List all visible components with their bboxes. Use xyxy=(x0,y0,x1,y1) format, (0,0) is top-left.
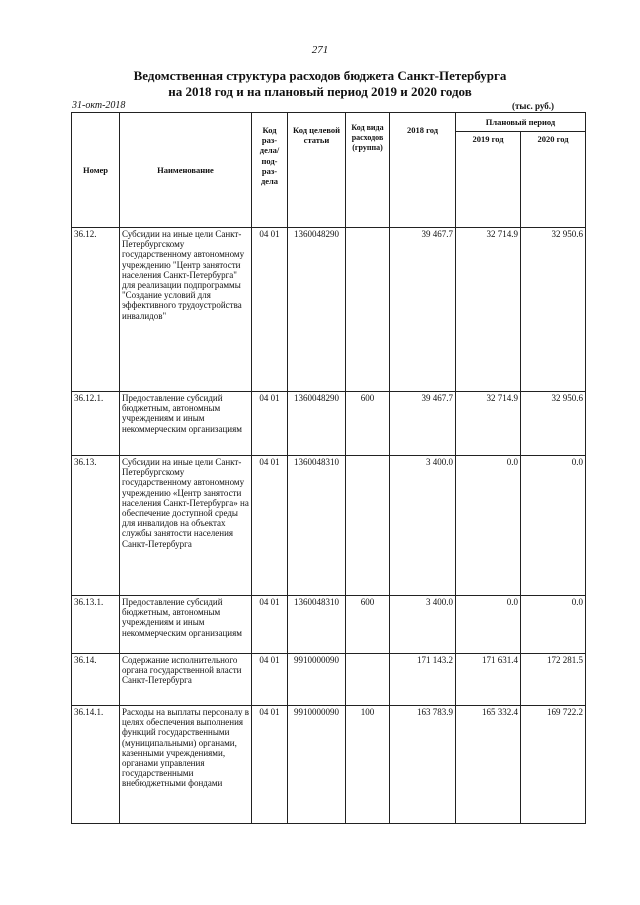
header-target: Код целевой статьи xyxy=(288,113,346,228)
row-target-code: 1360048310 xyxy=(288,456,346,596)
table-row xyxy=(72,654,586,706)
header-expense-type: Код вида расходов (группа) xyxy=(346,113,390,228)
row-amount-2019: 171 631.4 xyxy=(456,654,521,706)
table-body xyxy=(72,228,586,824)
row-target-code: 9910000090 xyxy=(288,654,346,706)
row-section: 04 01 xyxy=(252,654,288,706)
table-row xyxy=(72,596,586,654)
header-section: Код раз-дела/ под-раз-дела xyxy=(252,113,288,228)
row-name: Субсидии на иные цели Санкт-Петербургскому государственному автономному учреждению "Центр занятости населения Санкт-Петербурга" для реализации подпрограммы "Создание условий для эффективного трудоустройства инвалидов" xyxy=(120,228,252,392)
row-name: Предоставление субсидий бюджетным, автономным учреждениям и иным некоммерческим организациям xyxy=(120,596,252,654)
row-expense-type: 600 xyxy=(346,392,390,456)
row-expense-type xyxy=(346,456,390,596)
row-section: 04 01 xyxy=(252,706,288,824)
row-amount-2019: 0.0 xyxy=(456,456,521,596)
row-amount-2018: 39 467.7 xyxy=(390,228,456,392)
row-section: 04 01 xyxy=(252,228,288,392)
row-name: Расходы на выплаты персоналу в целях обеспечения выполнения функций государственными (муниципальными) органами, казенными учреждениями, органами управления государственными внебюджетными фондами xyxy=(120,706,252,824)
row-expense-type xyxy=(346,654,390,706)
header-name: Наименование xyxy=(120,113,252,228)
row-amount-2020: 32 950.6 xyxy=(521,392,586,456)
table-row xyxy=(72,392,586,456)
row-expense-type xyxy=(346,228,390,392)
table-row xyxy=(72,228,586,392)
row-amount-2018: 39 467.7 xyxy=(390,392,456,456)
row-number: 36.13. xyxy=(72,456,120,596)
row-amount-2019: 32 714.9 xyxy=(456,392,521,456)
row-target-code: 1360048290 xyxy=(288,392,346,456)
row-target-code: 9910000090 xyxy=(288,706,346,824)
row-section: 04 01 xyxy=(252,456,288,596)
row-section: 04 01 xyxy=(252,596,288,654)
row-name: Содержание исполнительного органа государственной власти Санкт-Петербурга xyxy=(120,654,252,706)
row-number: 36.12.1. xyxy=(72,392,120,456)
table-row xyxy=(72,456,586,596)
row-number: 36.14. xyxy=(72,654,120,706)
row-expense-type: 600 xyxy=(346,596,390,654)
row-number: 36.13.1. xyxy=(72,596,120,654)
row-name: Субсидии на иные цели Санкт-Петербургскому государственному автономному учреждению «Центр занятости населения Санкт-Петербурга» на обеспечение доступной среды для инвалидов на объектах службы занятости населения Санкт-Петербурга xyxy=(120,456,252,596)
row-target-code: 1360048290 xyxy=(288,228,346,392)
title-line-2: на 2018 год и на плановый период 2019 и 2020 годов xyxy=(168,84,472,99)
table-header xyxy=(72,113,586,228)
header-2018: 2018 год xyxy=(390,113,456,228)
header-2019: 2019 год xyxy=(456,132,521,228)
row-section: 04 01 xyxy=(252,392,288,456)
page-number: 271 xyxy=(311,44,329,56)
row-amount-2020: 172 281.5 xyxy=(521,654,586,706)
row-amount-2019: 165 332.4 xyxy=(456,706,521,824)
row-amount-2020: 32 950.6 xyxy=(521,228,586,392)
row-amount-2018: 163 783.9 xyxy=(390,706,456,824)
row-number: 36.12. xyxy=(72,228,120,392)
row-amount-2018: 171 143.2 xyxy=(390,654,456,706)
row-amount-2018: 3 400.0 xyxy=(390,456,456,596)
header-2020: 2020 год xyxy=(521,132,586,228)
table-row xyxy=(72,706,586,824)
title-line-1: Ведомственная структура расходов бюджета Санкт-Петербурга xyxy=(133,68,507,83)
row-amount-2020: 169 722.2 xyxy=(521,706,586,824)
units-label: (тыс. руб.) xyxy=(512,101,554,111)
header-planned-period: Плановый период xyxy=(456,113,586,132)
row-name: Предоставление субсидий бюджетным, автономным учреждениям и иным некоммерческим организациям xyxy=(120,392,252,456)
row-number: 36.14.1. xyxy=(72,706,120,824)
document-title xyxy=(0,68,640,100)
row-amount-2018: 3 400.0 xyxy=(390,596,456,654)
document-date: 31-окт-2018 xyxy=(72,100,126,111)
row-target-code: 1360048310 xyxy=(288,596,346,654)
budget-table xyxy=(71,112,586,824)
row-amount-2019: 32 714.9 xyxy=(456,228,521,392)
header-number: Номер xyxy=(72,113,120,228)
row-expense-type: 100 xyxy=(346,706,390,824)
row-amount-2020: 0.0 xyxy=(521,456,586,596)
row-amount-2019: 0.0 xyxy=(456,596,521,654)
row-amount-2020: 0.0 xyxy=(521,596,586,654)
